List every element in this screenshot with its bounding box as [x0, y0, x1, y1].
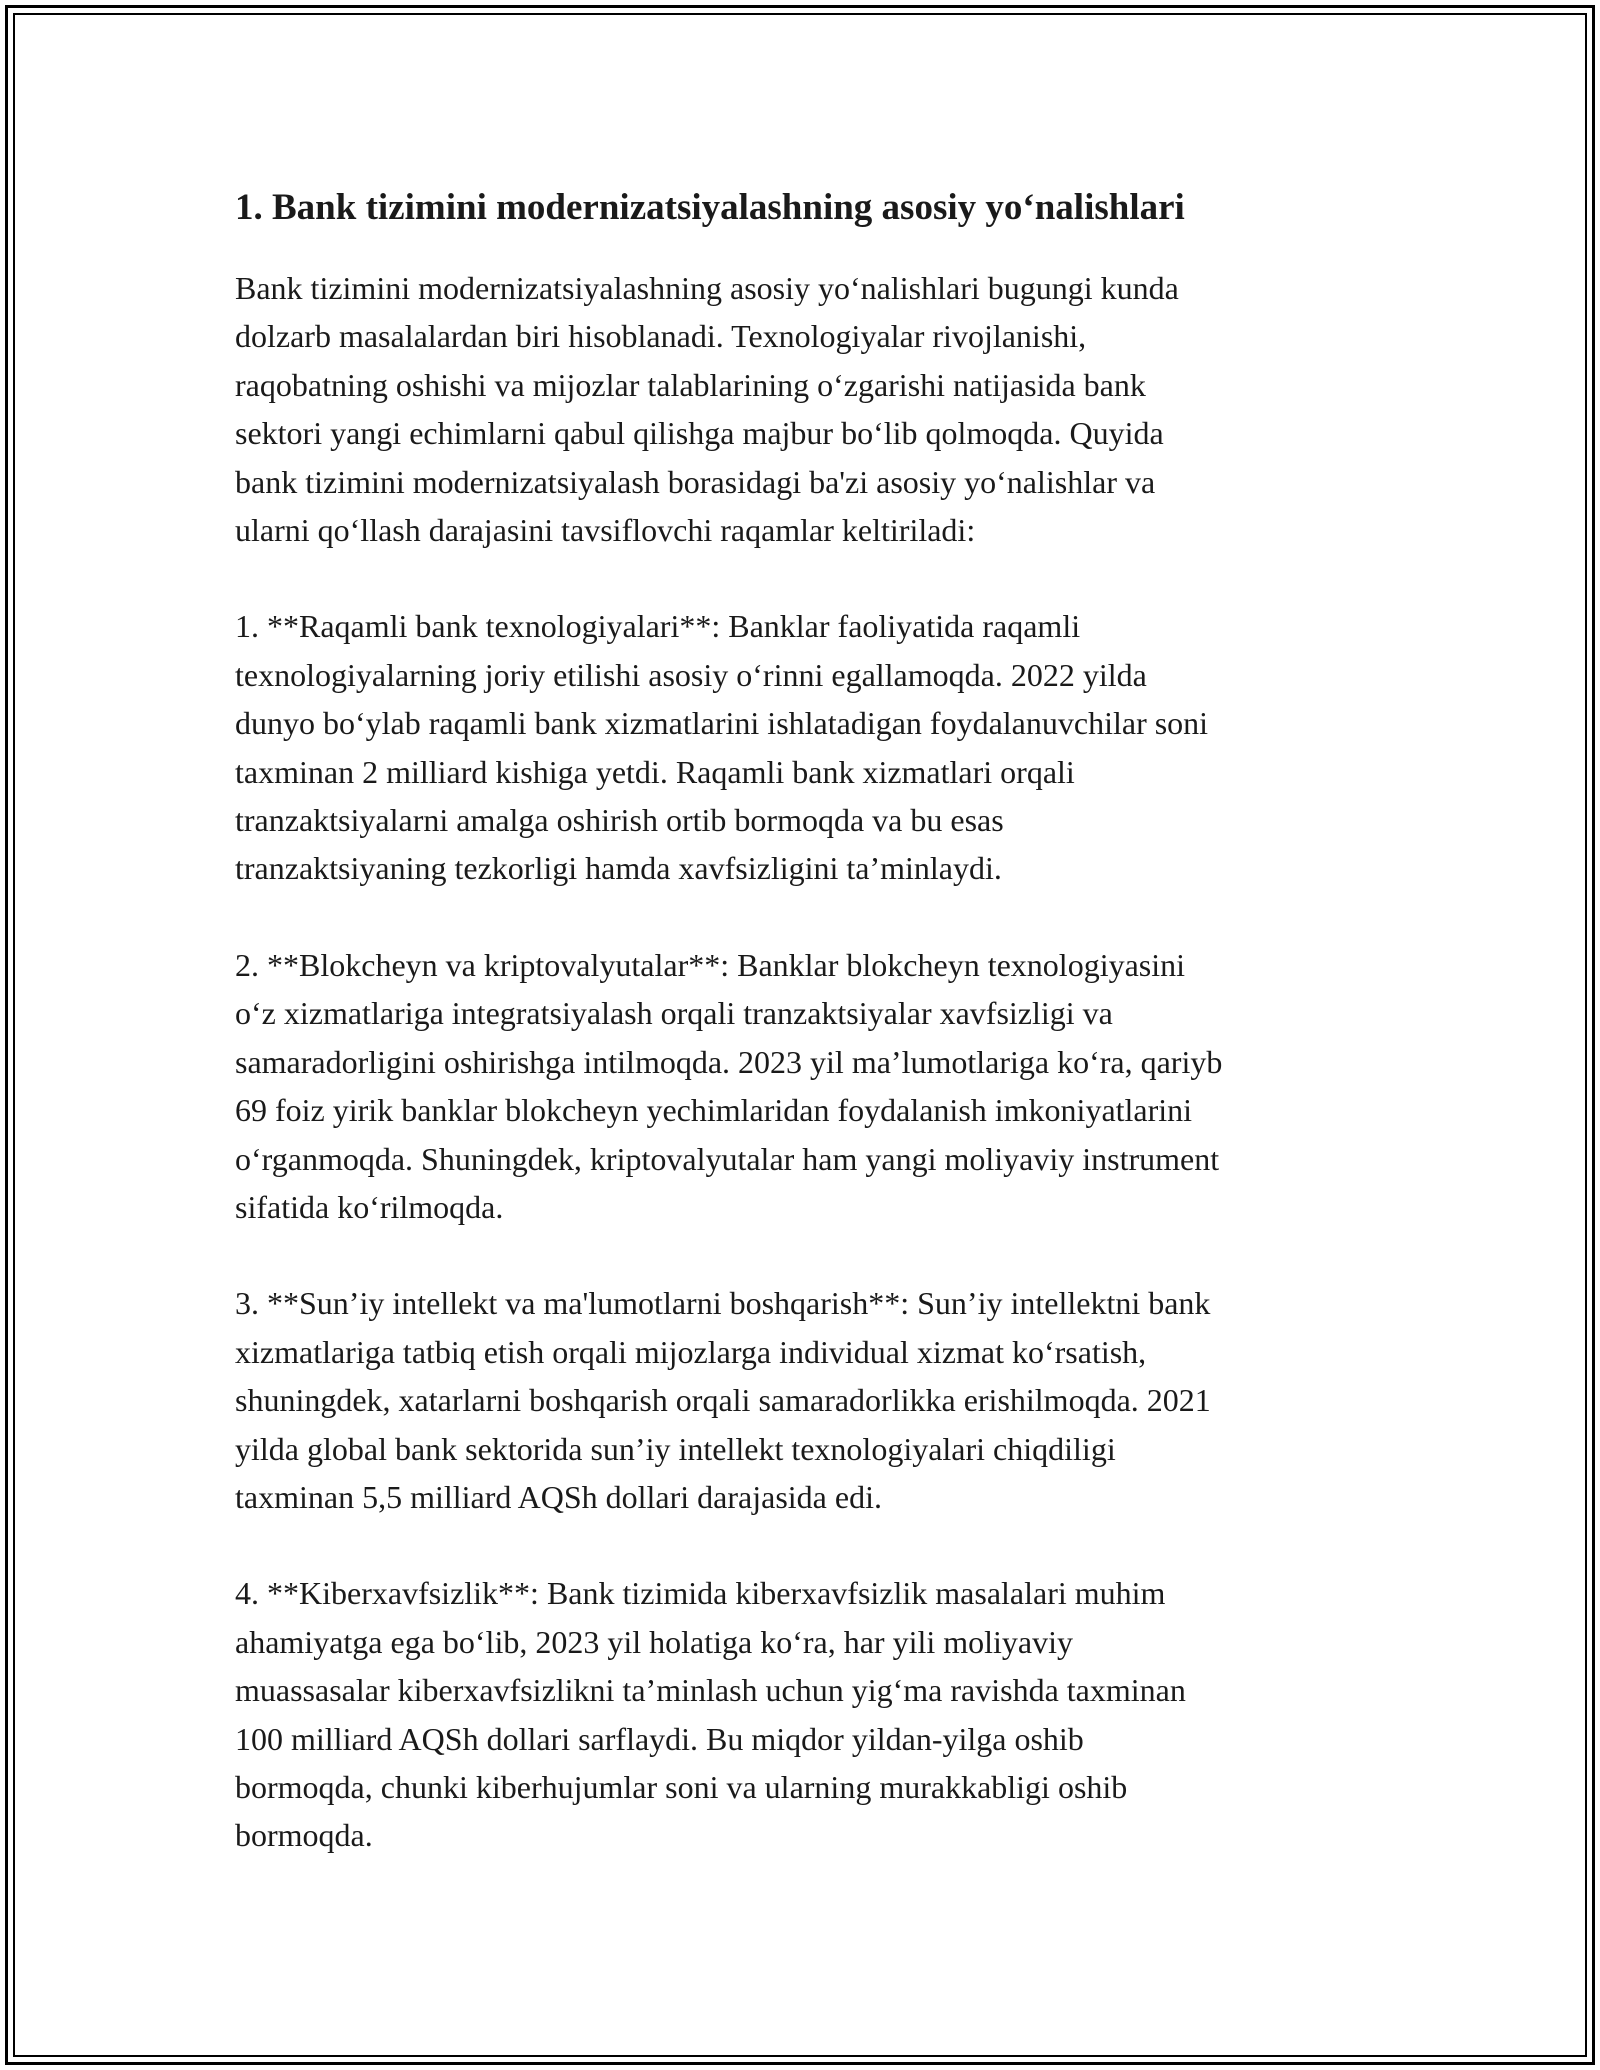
paragraph-blockchain: 2. **Blokcheyn va kriptovalyutalar**: Banklar blokcheyn texnologiyasini oʻz xizmatlariga integratsiyalash orqali tranzaktsiyalar xavfsizligi va samaradorligini oshirishga intilmoqda. 2023 yil ma’lumotlariga koʻra, qariyb 69 foiz yirik banklar blokcheyn yechimlaridan foydalanish imkoniyatlarini oʻrganmoqda. Shuningdek, kriptovalyutalar ham yangi moliyaviy instrument sifatida koʻrilmoqda.	[235, 946, 1223, 1225]
intro-paragraph: Bank tizimini modernizatsiyalashning asosiy yoʻnalishlari bugungi kunda dolzarb masalalardan biri hisoblanadi. Texnologiyalar rivojlanishi, raqobatning oshishi va mijozlar talablarining oʻzgarishi natijasida bank sektori yangi echimlarni qabul qilishga majbur boʻlib qolmoqda. Quyida bank tizimini modernizatsiyalash borasidagi ba'zi asosiy yoʻnalishlar va ularni qoʻllash darajasini tavsiflovchi raqamlar keltiriladi:	[235, 270, 1179, 549]
document-page	[235, 186, 1375, 1908]
section-heading: 1. Bank tizimini modernizatsiyalashning asosiy yoʻnalishlari	[235, 187, 1185, 228]
paragraph-artificial-intelligence: 3. **Sun’iy intellekt va ma'lumotlarni boshqarish**: Sun’iy intellektni bank xizmatlariga tatbiq etish orqali mijozlarga individual xizmat koʻrsatish, shuningdek, xatarlarni boshqarish orqali samaradorlikka erishilmoqda. 2021 yilda global bank sektorida sun’iy intellekt texnologiyalari chiqdiligi taxminan 5,5 milliard AQSh dollari darajasida edi.	[235, 1285, 1211, 1515]
paragraph-digital-banking: 1. **Raqamli bank texnologiyalari**: Banklar faoliyatida raqamli texnologiyalarning joriy etilishi asosiy oʻrinni egallamoqda. 2022 yilda dunyo boʻylab raqamli bank xizmatlarini ishlatadigan foydalanuvchilar soni taxminan 2 milliard kishiga yetdi. Raqamli bank xizmatlari orqali tranzaktsiyalarni amalga oshirish ortib bormoqda va bu esas tranzaktsiyaning tezkorligi hamda xavfsizligini ta’minlaydi.	[235, 608, 1209, 887]
paragraph-cybersecurity: 4. **Kiberxavfsizlik**: Bank tizimida kiberxavfsizlik masalalari muhim ahamiyatga ega boʻlib, 2023 yil holatiga koʻra, har yili moliyaviy muassasalar kiberxavfsizlikni ta’minlash uchun yigʻma ravishda taxminan 100 milliard AQSh dollari sarflaydi. Bu miqdor yildan-yilga oshib bormoqda, chunki kiberhujumlar soni va ularning murakkabligi oshib bormoqda.	[235, 1575, 1186, 1854]
